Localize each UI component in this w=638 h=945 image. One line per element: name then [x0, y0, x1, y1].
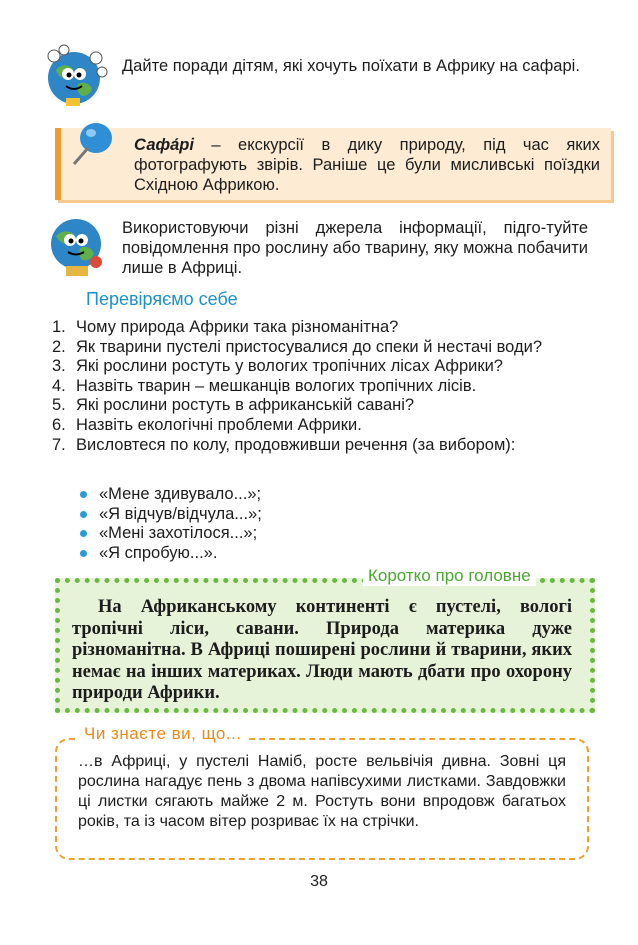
question-text: Чому природа Африки така різноманітна?: [76, 318, 399, 336]
question-item: [52, 377, 590, 397]
bullet-item: [80, 485, 262, 505]
question-item: [52, 318, 590, 338]
pushpin-icon: [66, 118, 118, 170]
question-text: Назвіть тварин – мешканців вологих тропічних лісів.: [76, 376, 477, 395]
question-number: 6.: [52, 415, 66, 434]
safari-definition-text: – екскурсії в дику природу, під час яких фотографують звірів. Раніше це були мисливські поїздки Східною Африкою.: [134, 136, 600, 194]
question-number: 1.: [52, 318, 66, 336]
safari-definition-box: [55, 128, 611, 200]
question-number: 7.: [52, 435, 66, 454]
bullet-text: «Я спробую...».: [99, 543, 218, 562]
question-number: 3.: [52, 357, 66, 376]
task-advice: Дайте поради дітям, які хочуть поїхати в Африку на сафарі.: [122, 57, 580, 75]
bullet-dot-icon: [80, 511, 87, 518]
bullet-text: «Мене здивувало...»;: [99, 485, 262, 503]
bullet-dot-icon: [80, 550, 87, 557]
did-you-know-title: Чи знаєте ви, що...: [78, 724, 248, 744]
question-item: [52, 416, 590, 436]
bullet-dot-icon: [80, 491, 87, 498]
summary-body: На Африканському континенті є пустелі, вологі тропічні ліси, савани. Природа материка дуже різноманітна. В Африці поширені рослини й тварини, яких немає на інших материках. Люди мають дбати про охорону природи Африки.: [72, 597, 572, 703]
safari-term: Сафа́рі: [134, 136, 194, 154]
bullet-item: [80, 505, 262, 525]
question-item: [52, 396, 590, 416]
question-text: Які рослини ростуть у вологих тропічних лісах Африки?: [76, 357, 503, 376]
globe-mascot-icon: [44, 44, 110, 110]
question-item: [52, 357, 590, 377]
check-yourself-heading: Перевіряємо себе: [86, 289, 238, 309]
page-number: 38: [310, 873, 328, 890]
summary-text: [72, 597, 572, 705]
bullet-item: [80, 544, 262, 564]
question-text: Висловтеся по колу, продовживши речення (за вибором):: [76, 435, 516, 454]
bullet-dot-icon: [80, 530, 87, 537]
question-text: Назвіть екологічні проблеми Африки.: [76, 415, 362, 434]
question-number: 2.: [52, 337, 66, 356]
bullet-item: [80, 524, 262, 544]
question-item: [52, 338, 590, 358]
question-list: [52, 318, 590, 455]
task-report: Використовуючи різні джерела інформації, підго-туйте повідомлення про рослину або тварину, яку можна побачити лише в Африці.: [122, 219, 588, 277]
did-you-know-text: …в Африці, у пустелі Наміб, росте вельвічія дивна. Зовні ця рослина нагадує пень з двома напівсухими листками. Завдовжки ці листки сягають майже 2 м. Ростуть вони впродовж багатьох років, та із часом вітер розриває їх на стрічки.: [78, 753, 566, 830]
question-item: [52, 436, 590, 456]
safari-definition: [134, 135, 600, 195]
bullet-text: «Мені захотілося...»;: [99, 524, 258, 543]
globe-mascot-icon: [46, 214, 108, 280]
question-text: Які рослини ростуть в африканській савані?: [76, 396, 415, 415]
bullet-text: «Я відчув/відчула...»;: [99, 504, 262, 523]
bullet-list: [80, 485, 262, 563]
summary-title: Коротко про головне: [363, 566, 536, 586]
question-number: 5.: [52, 396, 66, 415]
question-text: Як тварини пустелі пристосувалися до спеки й нестачі води?: [76, 337, 543, 356]
question-number: 4.: [52, 376, 66, 395]
